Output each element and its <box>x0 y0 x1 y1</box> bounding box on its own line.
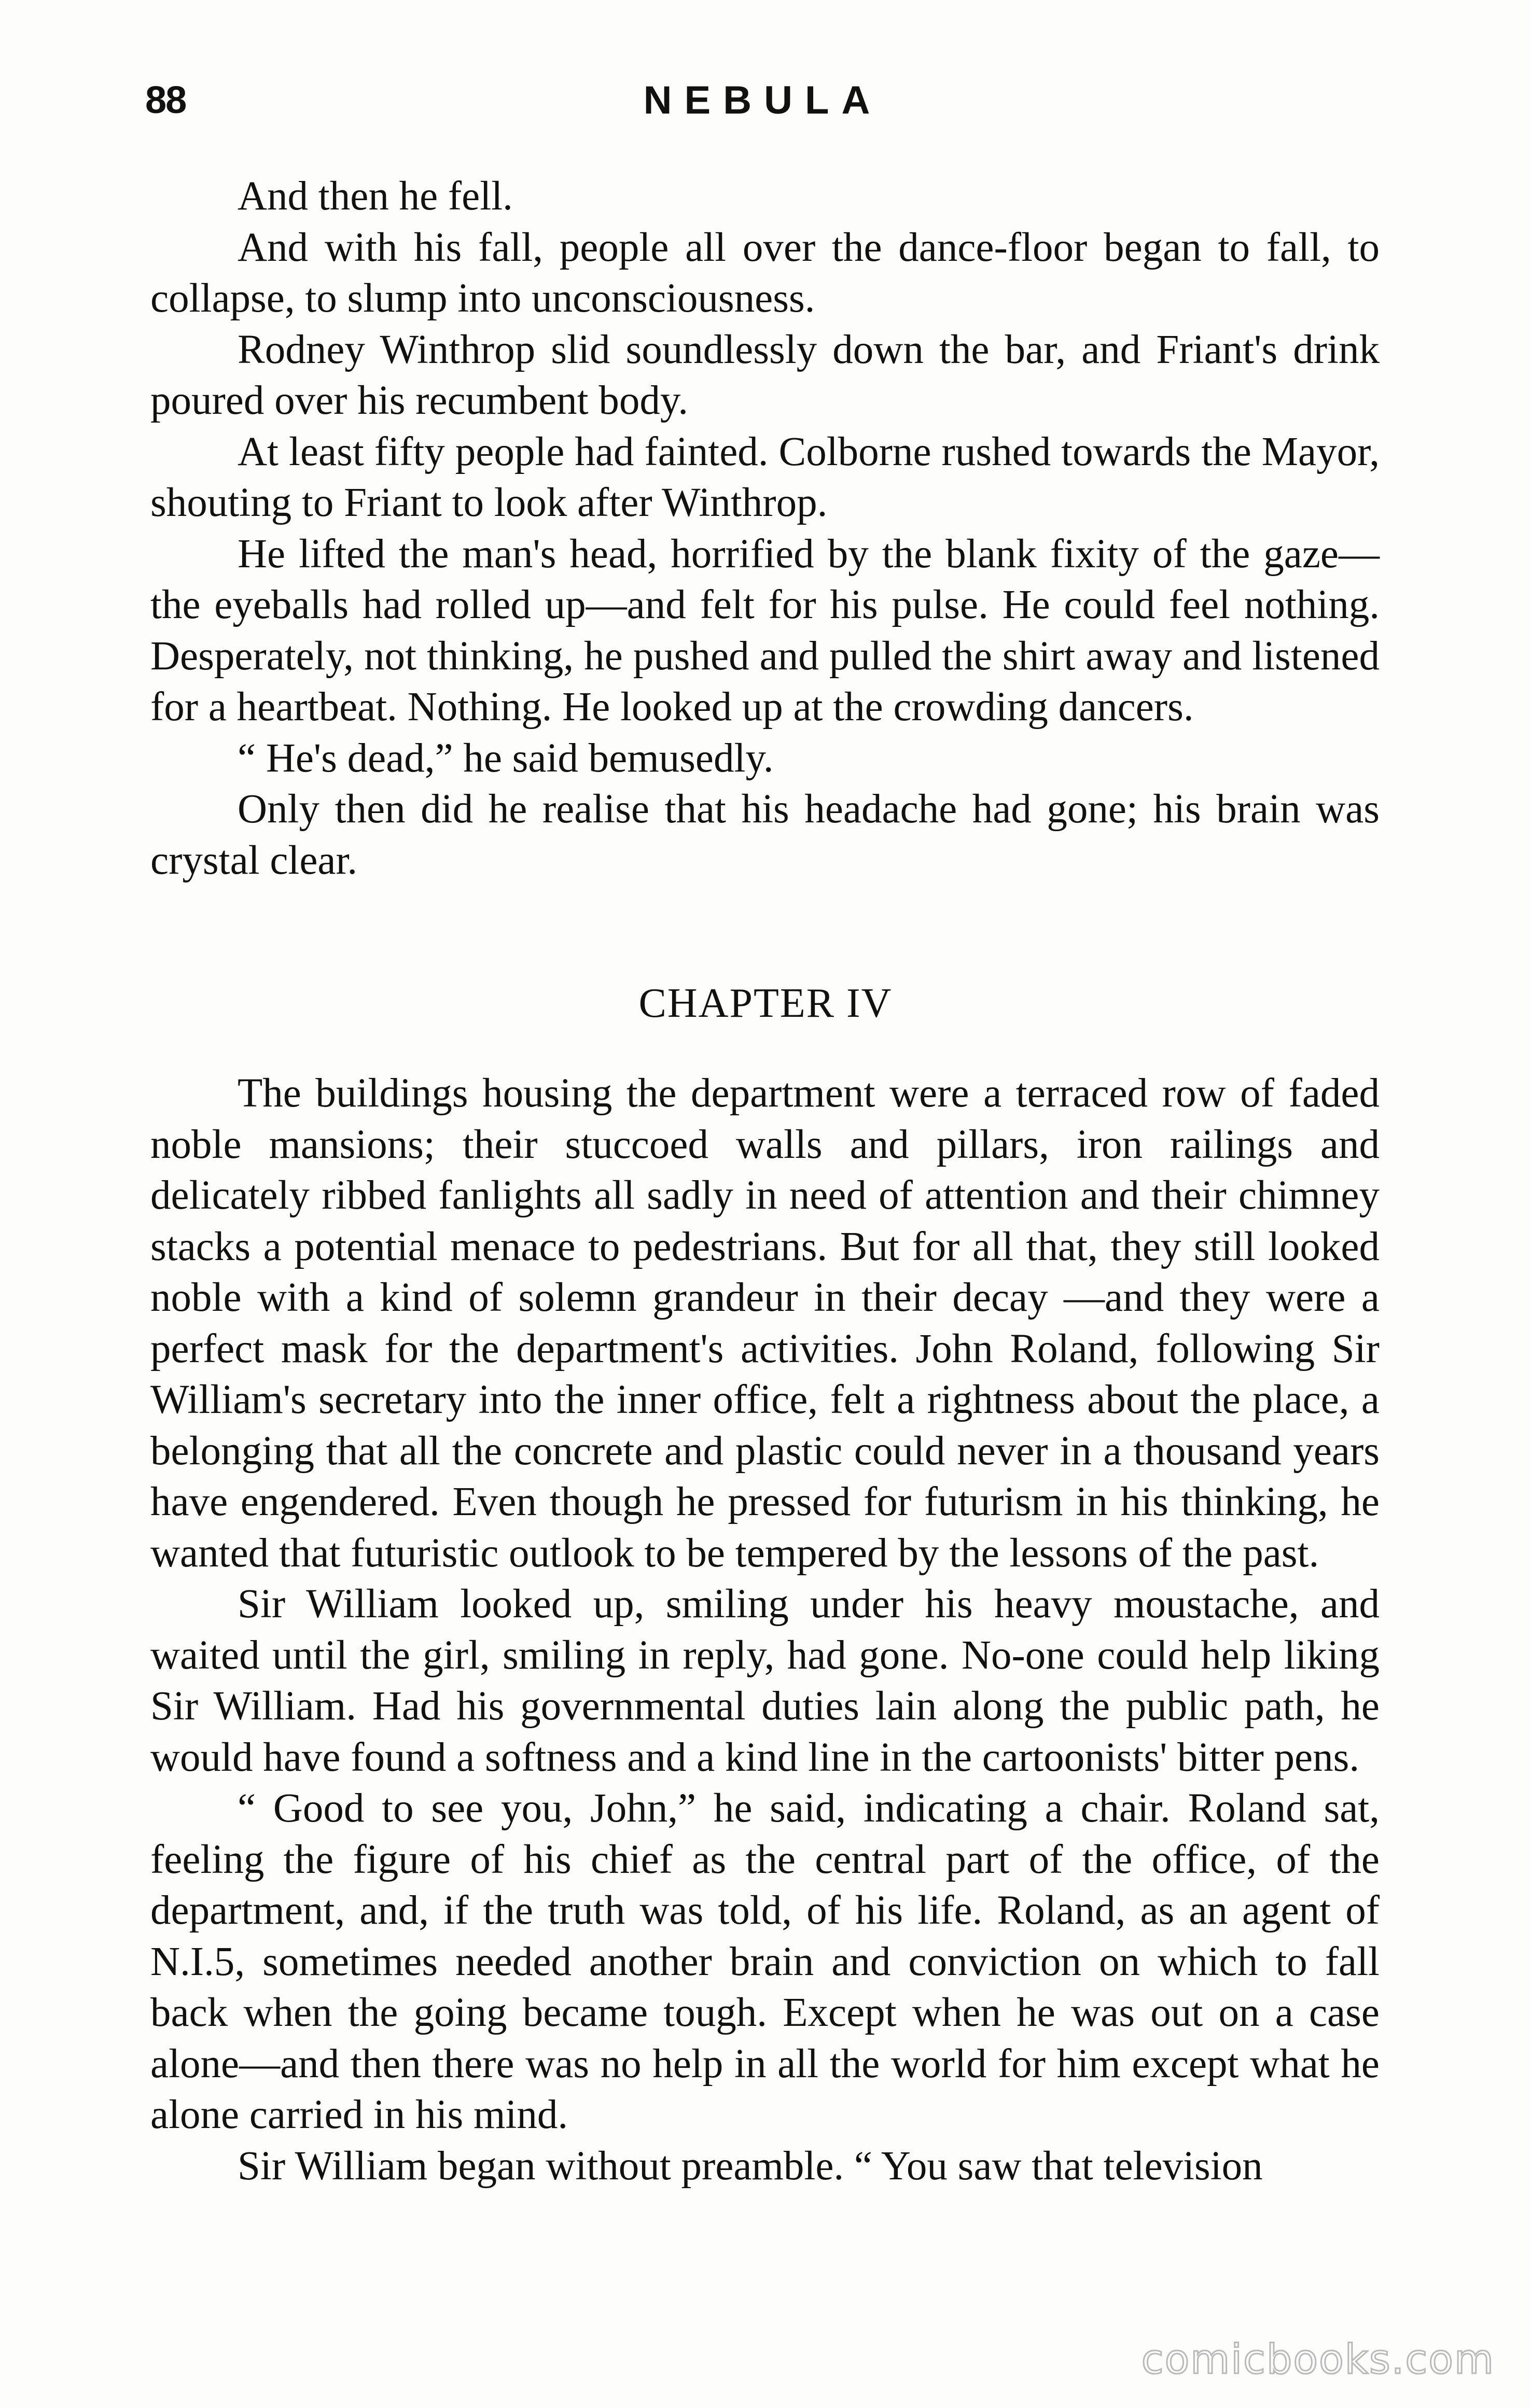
paragraph: Rodney Winthrop slid soundlessly down the bar, and Friant's drink poured over his recumbent body. <box>150 327 1380 423</box>
page-number: 88 <box>145 78 186 121</box>
text-block-before-chapter <box>150 171 1380 886</box>
paragraph: And with his fall, people all over the dance-floor began to fall, to collapse, to slump into unconsciousness. <box>150 225 1380 321</box>
running-head <box>145 78 1381 140</box>
magazine-title: NEBULA <box>643 78 883 122</box>
chapter-heading: CHAPTER IV <box>638 981 893 1026</box>
paragraph: At least fifty people had fainted. Colborne rushed towards the Mayor, shouting to Friant to look after Winthrop. <box>150 429 1380 525</box>
paragraph: Sir William began without preamble. “ You saw that television <box>238 2143 1263 2189</box>
watermark: comicbooks.com <box>1141 2336 1495 2383</box>
paragraph: Only then did he realise that his headache had gone; his brain was crystal clear. <box>150 787 1380 883</box>
paragraph: “ Good to see you, John,” he said, indicating a chair. Roland sat, feeling the figure of his chief as the central part of the office, of the department, and, if the truth was told, of his life. Roland, as an agent of N.I.5, sometimes needed another brain and conviction on which to fall back when the going became tough. Except when he was out on a case alone—and then there was no help in all the world for him except what he alone carried in his mind. <box>150 1786 1380 2137</box>
paragraph: He lifted the man's head, horrified by the blank fixity of the gaze—the eyeballs had rolled up—and felt for his pulse. He could feel nothing. Desperately, not thinking, he pushed and pulled the shirt away and listened for a heartbeat. Nothing. He looked up at the crowding dancers. <box>150 531 1380 730</box>
text-block-chapter-four <box>150 1068 1380 2192</box>
paragraph: “ He's dead,” he said bemusedly. <box>238 735 774 781</box>
paragraph: And then he fell. <box>238 174 513 219</box>
paragraph: Sir William looked up, smiling under his heavy moustache, and waited until the girl, smiling in reply, had gone. No-one could help liking Sir William. Had his governmental duties lain along the public path, he would have found a softness and a kind line in the cartoonists' bitter pens. <box>150 1581 1380 1780</box>
paragraph: The buildings housing the department were a terraced row of faded noble mansions; their stuccoed walls and pillars, iron railings and delicately ribbed fanlights all sadly in need of attention and their chimney stacks a potential menace to pedestrians. But for all that, they still looked noble with a kind of solemn grandeur in their decay —and they were a perfect mask for the department's activities. John Roland, following Sir William's secretary into the inner office, felt a rightness about the place, a belonging that all the concrete and plastic could never in a thousand years have engendered. Even though he pressed for futurism in his thinking, he wanted that futuristic outlook to be tempered by the lessons of the past. <box>150 1071 1380 1576</box>
